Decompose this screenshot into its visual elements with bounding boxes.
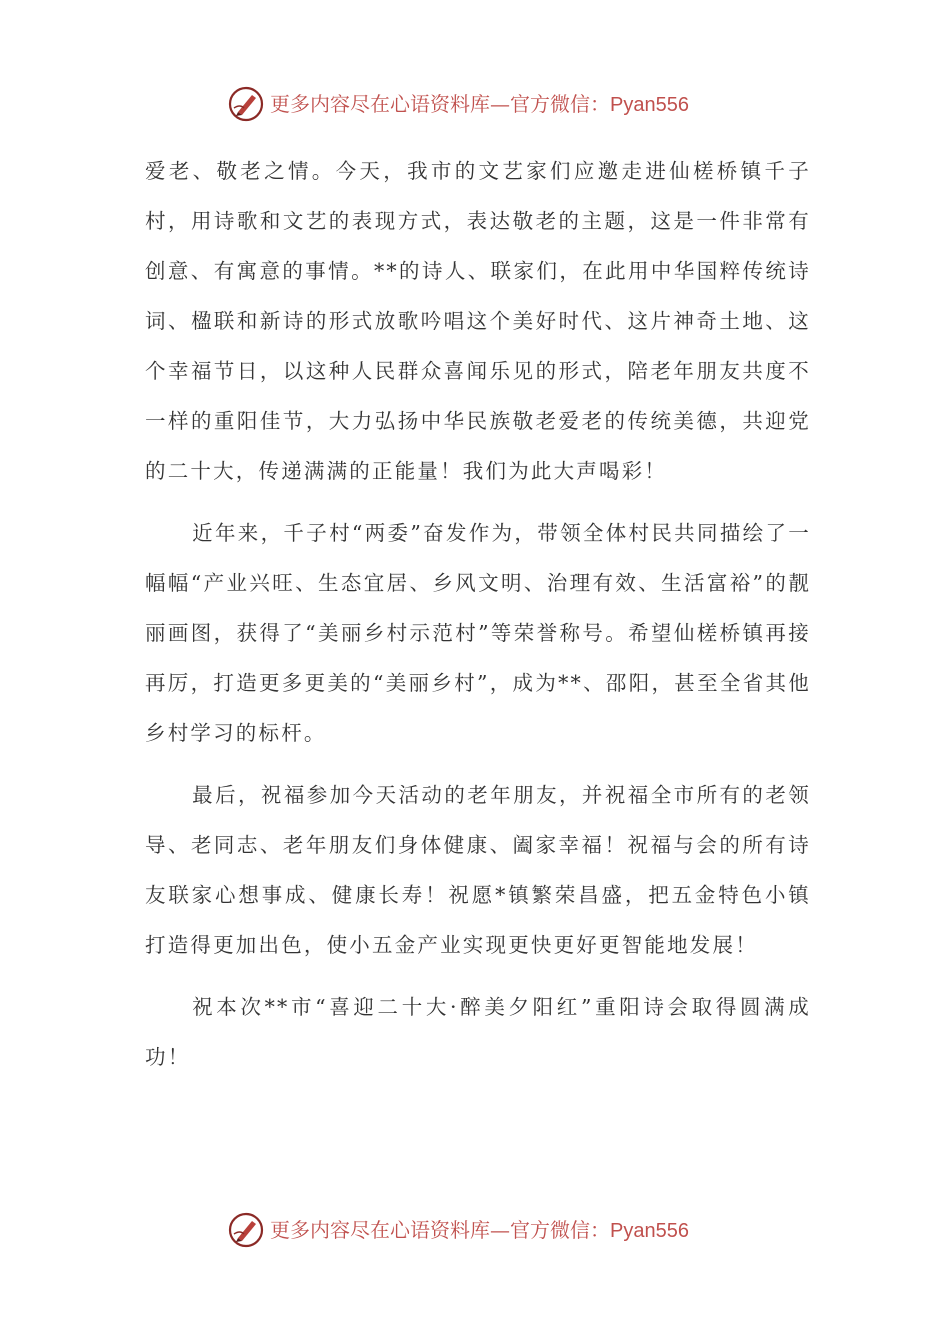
banner-dash: — bbox=[490, 91, 510, 116]
footer-banner bbox=[228, 1212, 728, 1248]
pen-logo-icon bbox=[228, 86, 264, 122]
wechat-id: Pyan556 bbox=[610, 93, 689, 116]
banner-dash: — bbox=[490, 1217, 510, 1242]
site-name: 更多内容尽在心语资料库 bbox=[270, 91, 490, 116]
wechat-label: 官方微信： bbox=[510, 1217, 610, 1242]
site-name: 更多内容尽在心语资料库 bbox=[270, 1217, 490, 1242]
paragraph-2: 近年来，千子村“两委”奋发作为，带领全体村民共同描绘了一幅幅“产业兴旺、生态宜居、乡风文明、治理有效、生活富裕”的靓丽画图，获得了“美丽乡村示范村”等荣誉称号。希望仙槎桥镇再接再厉，打造更多更美的“美丽乡村”，成为**、邵阳，甚至全省其他乡村学习的标杆。 bbox=[145, 521, 811, 745]
pen-logo-icon bbox=[228, 1212, 264, 1248]
wechat-id: Pyan556 bbox=[610, 1219, 689, 1242]
paragraph-3: 最后，祝福参加今天活动的老年朋友，并祝福全市所有的老领导、老同志、老年朋友们身体健康、阖家幸福！祝福与会的所有诗友联家心想事成、健康长寿！祝愿*镇繁荣昌盛，把五金特色小镇打造得更加出色，使小五金产业实现更快更好更智能地发展！ bbox=[145, 783, 811, 957]
header-banner bbox=[228, 86, 728, 122]
document-body bbox=[145, 146, 811, 1094]
wechat-label: 官方微信： bbox=[510, 91, 610, 116]
banner-text bbox=[270, 1212, 689, 1249]
paragraph-1: 爱老、敬老之情。今天，我市的文艺家们应邀走进仙槎桥镇千子村，用诗歌和文艺的表现方式，表达敬老的主题，这是一件非常有创意、有寓意的事情。**的诗人、联家们，在此用中华国粹传统诗词、楹联和新诗的形式放歌吟唱这个美好时代、这片神奇土地、这个幸福节日，以这种人民群众喜闻乐见的形式，陪老年朋友共度不一样的重阳佳节，大力弘扬中华民族敬老爱老的传统美德，共迎党的二十大，传递满满的正能量！我们为此大声喝彩！ bbox=[145, 159, 811, 483]
paragraph-4: 祝本次**市“喜迎二十大·醉美夕阳红”重阳诗会取得圆满成功！ bbox=[145, 995, 811, 1069]
banner-text bbox=[270, 86, 689, 123]
